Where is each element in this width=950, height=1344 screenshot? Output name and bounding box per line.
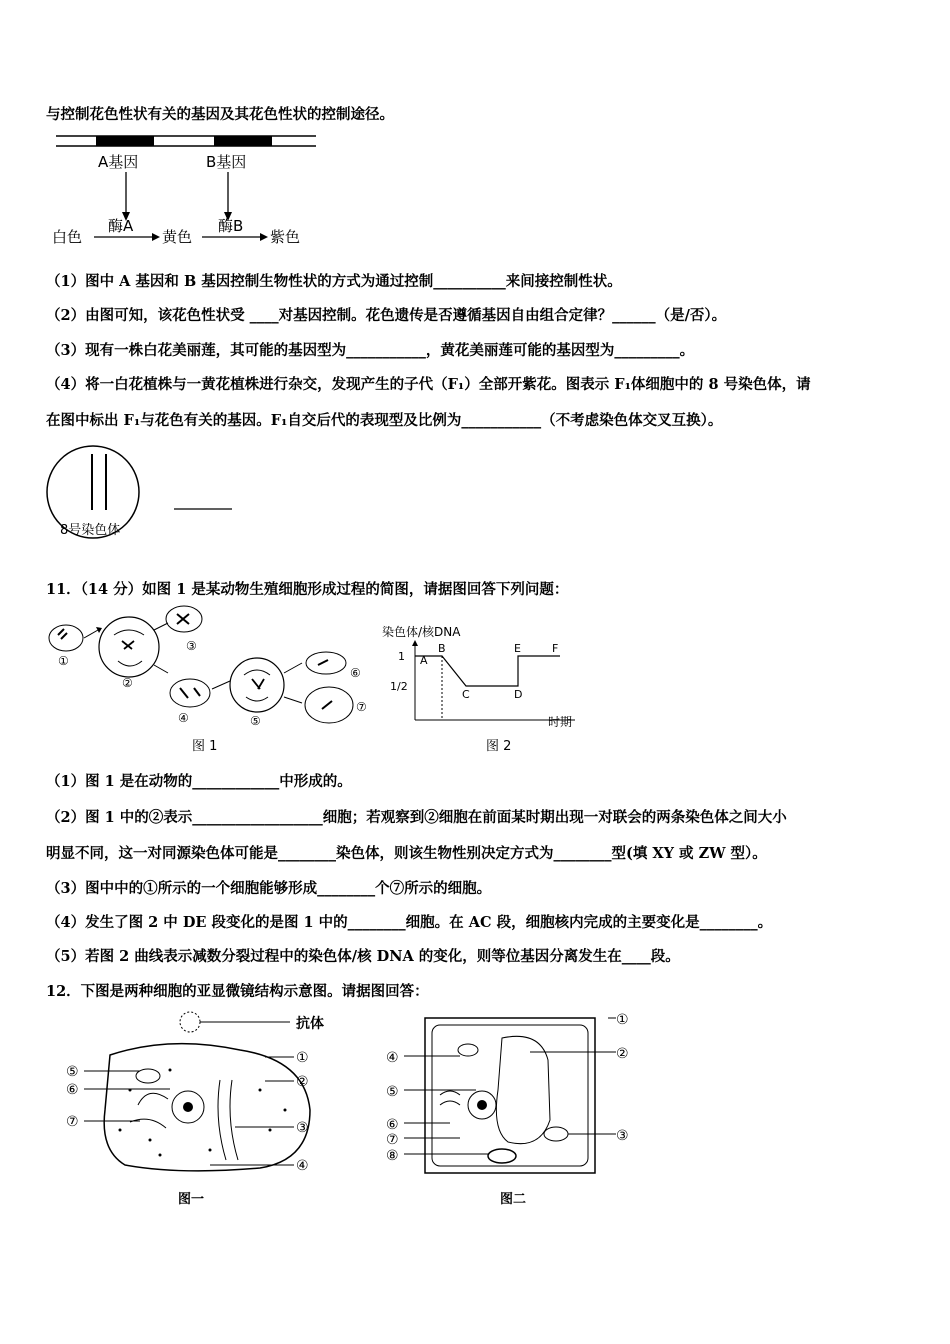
cell2-label-1: ① (616, 1012, 629, 1028)
graph-point-a: A (420, 654, 428, 667)
cell1-label-7: ⑦ (66, 1114, 79, 1130)
gene-a-band (96, 136, 154, 146)
q10-part2: （2）由图可知，该花色性状受 ____对基因控制。花色遗传是否遵循基因自由组合定律？______（是/否）。 (46, 307, 727, 324)
q11-part5: （5）若图 2 曲线表示减数分裂过程中的染色体/核 DNA 的变化，则等位基因分离发生在____段。 (46, 948, 680, 965)
cell1-label-6: ⑥ (66, 1082, 79, 1098)
cell-num-5: ⑤ (250, 714, 261, 728)
cell-num-2: ② (122, 676, 133, 690)
cell1-label-1: ① (296, 1050, 309, 1066)
animal-cell-figure (60, 1010, 350, 1185)
q11-part2b: 明显不同，这一对同源染色体可能是________染色体，则该生物性别决定方式为________型(填 XY 或 ZW 型）。 (46, 845, 767, 862)
cell2-label-6: ⑥ (386, 1117, 399, 1133)
gene-a-label: A基因 (98, 153, 139, 171)
q10-part4b: 在图中标出 F₁与花色有关的基因。F₁自交后代的表现型及比例为___________（不考虑染色体交叉互换）。 (46, 412, 723, 429)
cell1-label-2: ② (296, 1074, 309, 1090)
q10-part1: （1）图中 A 基因和 B 基因控制生物性状的方式为通过控制__________来间接控制性状。 (46, 273, 622, 290)
q11-part1: （1）图 1 是在动物的____________中形成的。 (46, 773, 352, 790)
fig1-label: 图 1 (192, 739, 218, 754)
fig-two-label: 图二 (500, 1192, 527, 1207)
white-label: 白色 (52, 228, 83, 246)
q11-part4: （4）发生了图 2 中 DE 段变化的是图 1 中的________细胞。在 AC 段，细胞核内完成的主要变化是________。 (46, 914, 773, 931)
graph-ytick-half: 1/2 (390, 680, 408, 693)
graph-point-c: C (462, 688, 470, 701)
intro-text: 与控制花色性状有关的基因及其花色性状的控制途径。 (46, 106, 394, 123)
cell-division-figure (44, 605, 384, 755)
graph-point-e: E (514, 642, 521, 655)
yellow-label: 黄色 (162, 228, 193, 246)
chromosome-label: 8号染色体 (60, 523, 121, 538)
graph-ylabel: 染色体/核DNA (382, 625, 461, 639)
fig-one-label: 图一 (178, 1192, 205, 1207)
graph-xlabel: 时期 (548, 715, 573, 729)
q11-title: 11．（14 分）如图 1 是某动物生殖细胞形成过程的简图，请据图回答下列问题： (46, 581, 569, 598)
cell2-label-3: ③ (616, 1128, 629, 1144)
gene-pathway-diagram (46, 130, 316, 250)
cell1-label-5: ⑤ (66, 1064, 79, 1080)
cell2-label-5: ⑤ (386, 1084, 399, 1100)
cell1-label-3: ③ (296, 1120, 309, 1136)
antibody-label: 抗体 (296, 1016, 324, 1032)
graph-point-d: D (514, 688, 523, 701)
cell2-label-2: ② (616, 1046, 629, 1062)
cell2-label-7: ⑦ (386, 1132, 399, 1148)
q12-title: 12．下图是两种细胞的亚显微镜结构示意图。请据图回答： (46, 983, 429, 1000)
gene-b-band (214, 136, 272, 146)
purple-label: 紫色 (270, 228, 301, 246)
fig2-label: 图 2 (486, 739, 512, 754)
q11-part3: （3）图中中的①所示的一个细胞能够形成________个⑦所示的细胞。 (46, 880, 492, 897)
chromosome-diagram (46, 440, 246, 545)
cell1-label-4: ④ (296, 1158, 309, 1174)
plant-cell-figure (380, 1010, 650, 1180)
cell2-label-8: ⑧ (386, 1148, 399, 1164)
gene-b-label: B基因 (206, 153, 247, 171)
graph-curve (415, 656, 560, 686)
q11-part2a: （2）图 1 中的②表示__________________细胞；若观察到②细胞在前面某时期出现一对联会的两条染色体之间大小 (46, 809, 787, 826)
graph-ytick-1: 1 (398, 650, 405, 663)
q10-part3: （3）现有一株白花美丽莲，其可能的基因型为___________，黄花美丽莲可能的基因型为_________。 (46, 342, 695, 359)
enzyme-b-label: 酶B (218, 217, 244, 235)
cell-num-6: ⑥ (350, 666, 361, 680)
cell2-label-4: ④ (386, 1050, 399, 1066)
enzyme-a-label: 酶A (108, 217, 134, 235)
graph-point-b: B (438, 642, 446, 655)
cell-num-3: ③ (186, 639, 197, 653)
graph-point-f: F (552, 642, 559, 655)
cell-num-7: ⑦ (356, 700, 367, 714)
q10-part4a: （4）将一白花植株与一黄花植株进行杂交，发现产生的子代（F₁）全部开紫花。图表示 F₁体细胞中的 8 号染色体，请 (46, 376, 811, 393)
cell-num-1: ① (58, 654, 69, 668)
ratio-graph (370, 620, 585, 730)
cell-num-4: ④ (178, 711, 189, 725)
